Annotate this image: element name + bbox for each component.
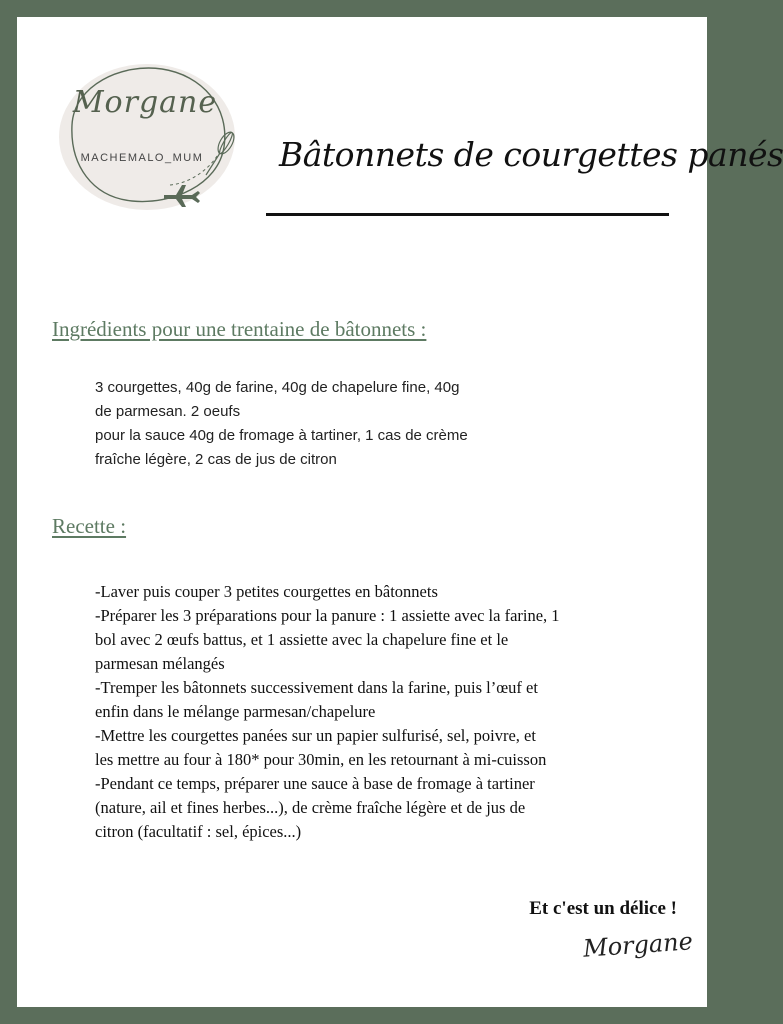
logo-handle: MACHEMALO_MUM — [80, 152, 204, 164]
recipe-line: bol avec 2 œufs battus, et 1 assiette avec la chapelure fine et le — [95, 630, 509, 649]
ingredients-line: fraîche légère, 2 cas de jus de citron — [95, 451, 337, 468]
recipe-line: enfin dans le mélange parmesan/chapelure — [95, 702, 376, 721]
logo — [52, 55, 242, 215]
ingredients-line: 3 courgettes, 40g de farine, 40g de chapelure fine, 40g — [95, 379, 460, 396]
recipe-line: -Mettre les courgettes panées sur un papier sulfurisé, sel, poivre, et — [95, 726, 536, 745]
recipe-heading: Recette : — [52, 514, 127, 538]
ingredients-line: de parmesan. 2 oeufs — [95, 403, 241, 420]
logo-badge-shape — [52, 55, 242, 215]
recipe-line: (nature, ail et fines herbes...), de crème fraîche légère et de jus de — [95, 798, 526, 817]
recipe-line: -Laver puis couper 3 petites courgettes en bâtonnets — [95, 582, 438, 601]
ingredients-heading: Ingrédients pour une trentaine de bâtonnets : — [52, 317, 427, 341]
recipe-line: citron (facultatif : sel, épices...) — [95, 822, 302, 841]
recipe-line: -Tremper les bâtonnets successivement dans la farine, puis l’œuf et — [95, 678, 538, 697]
recipe-line: les mettre au four à 180* pour 30min, en les retournant à mi-cuisson — [95, 750, 547, 769]
recipe-line: parmesan mélangés — [95, 654, 225, 673]
closing-text: Et c'est un délice ! — [529, 898, 677, 919]
page-title: Bâtonnets de courgettes panés — [279, 135, 783, 174]
recipe-steps — [95, 580, 675, 844]
recipe-line: -Pendant ce temps, préparer une sauce à base de fromage à tartiner — [95, 774, 535, 793]
ingredients-line: pour la sauce 40g de fromage à tartiner, 1 cas de crème — [95, 427, 468, 444]
recipe-card — [17, 17, 783, 1007]
signature: Morgane — [582, 927, 694, 963]
ingredients-list — [95, 376, 565, 472]
logo-name: Morgane — [72, 85, 218, 120]
recipe-line: -Préparer les 3 préparations pour la panure : 1 assiette avec la farine, 1 — [95, 606, 560, 625]
title-underline — [266, 213, 669, 216]
